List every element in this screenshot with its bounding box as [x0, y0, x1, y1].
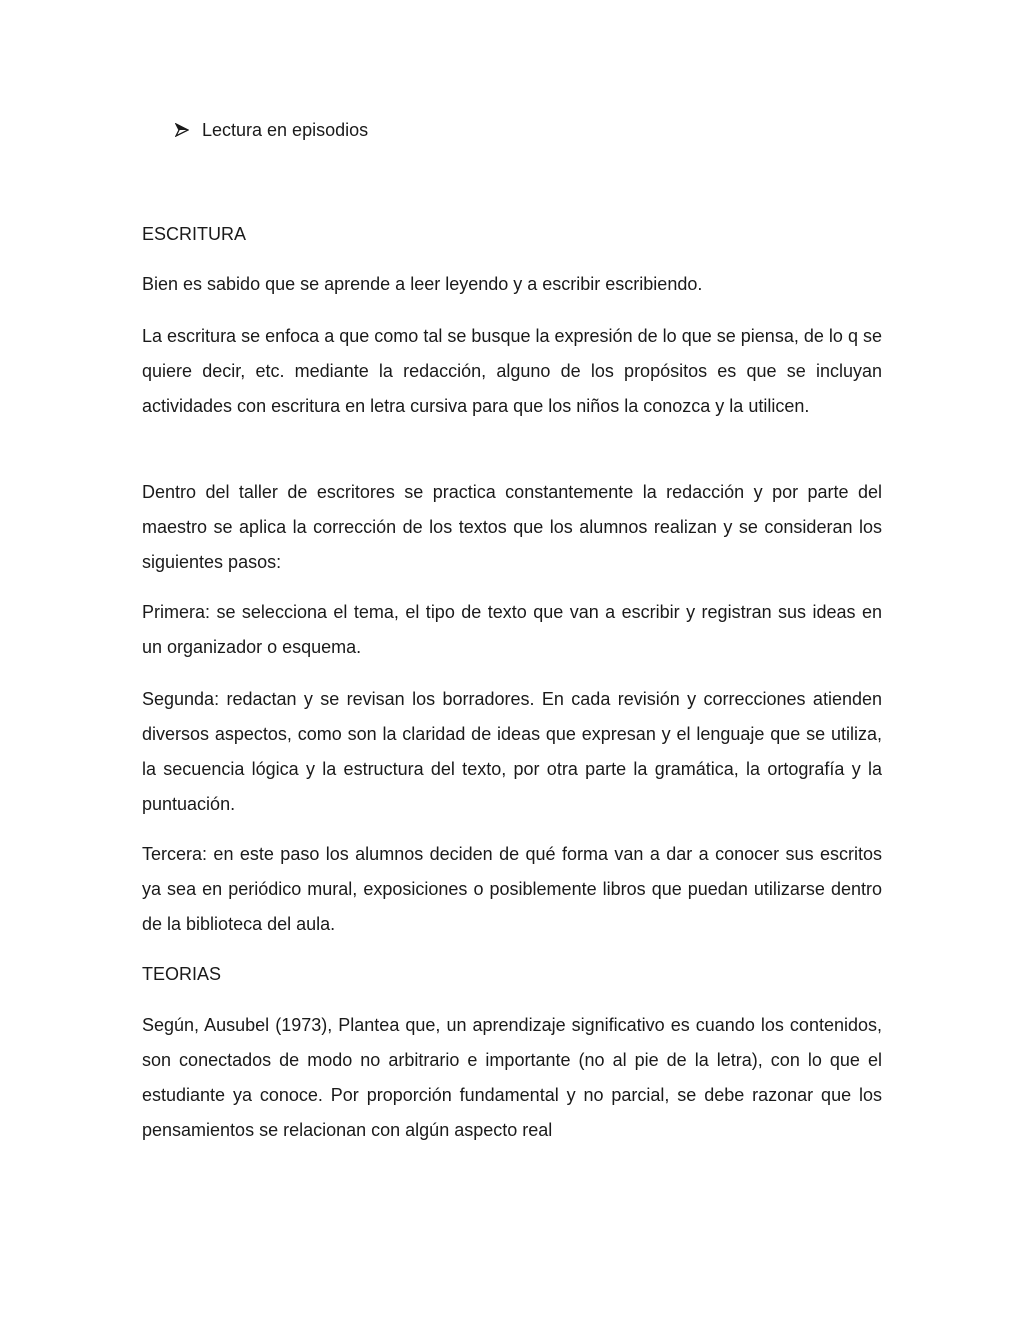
paragraph-1: Bien es sabido que se aprende a leer leyendo y a escribir escribiendo.	[142, 274, 703, 294]
arrow-bullet-icon	[175, 123, 189, 137]
paragraph-6: Tercera: en este paso los alumnos deciden de qué forma van a dar a conocer sus escritos ya sea en periódico mural, exposiciones o posiblemente libros que puedan utilizarse dentro de la biblioteca del aula.	[142, 844, 882, 934]
bullet-item	[175, 118, 368, 142]
bullet-text: Lectura en episodios	[202, 120, 369, 140]
paragraph-3: Dentro del taller de escritores se practica constantemente la redacción y por parte del maestro se aplica la corrección de los textos que los alumnos realizan y se consideran los siguientes pasos:	[142, 482, 882, 572]
paragraph-7: Según, Ausubel (1973), Plantea que, un aprendizaje significativo es cuando los contenidos, son conectados de modo no arbitrario e importante (no al pie de la letra), con lo que el estudiante ya conoce. Por proporción fundamental y no parcial, se debe razonar que los pensamientos se relacionan con algún aspecto real	[142, 1015, 882, 1140]
paragraph-4: Primera: se selecciona el tema, el tipo de texto que van a escribir y registran sus ideas en un organizador o esquema.	[142, 602, 882, 657]
heading-escritura: ESCRITURA	[142, 224, 247, 244]
heading-teorias: TEORIAS	[142, 964, 222, 984]
paragraph-5: Segunda: redactan y se revisan los borradores. En cada revisión y correcciones atienden diversos aspectos, como son la claridad de ideas que expresan y el lenguaje que se utiliza, la secuencia lógica y la estructura del texto, por otra parte la gramática, la ortografía y la puntuación.	[142, 689, 882, 814]
paragraph-2: La escritura se enfoca a que como tal se busque la expresión de lo que se piensa, de lo q se quiere decir, etc. mediante la redacción, alguno de los propósitos es que se incluyan actividades con escritura en letra cursiva para que los niños la conozca y la utilicen.	[142, 326, 882, 416]
